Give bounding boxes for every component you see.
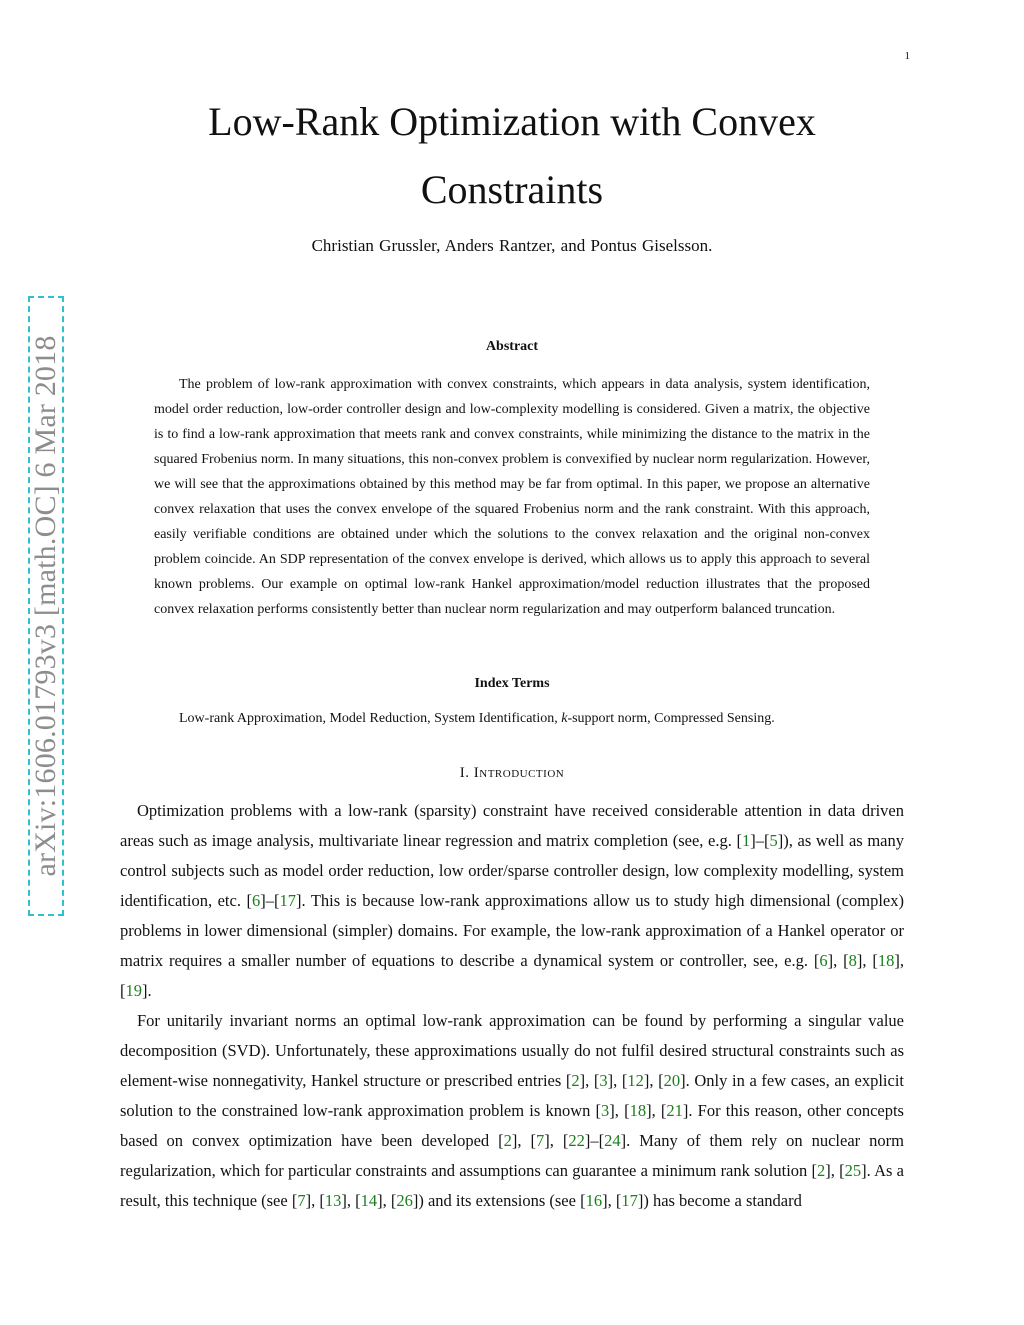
paragraph-text: ]–[ (750, 831, 770, 850)
citation-link[interactable]: 7 (536, 1131, 545, 1150)
paragraph-text: ], [ (646, 1101, 667, 1120)
paragraph-text: ], [ (341, 1191, 361, 1210)
citation-link[interactable]: 24 (604, 1131, 621, 1150)
index-terms-k: k (561, 711, 568, 726)
citation-link[interactable]: 8 (848, 951, 857, 970)
paragraph-text: ]–[ (584, 1131, 605, 1150)
paragraph-text: ]. This is because low-rank approximations allow us to study high dimensional (complex) problems in lower dimensional (simpler) domains. For example, the low-rank approximation of a Hankel operator or matrix requires a smaller number of equations to describe a dynamical system or controller, see, e.g. [ (120, 891, 904, 970)
abstract-heading: Abstract (485, 339, 539, 354)
paragraph-text: ], [ (856, 951, 878, 970)
paragraph-text: ]) and its extensions (see [ (412, 1191, 586, 1210)
paragraph-text: ], [ (643, 1071, 664, 1090)
paragraph-text: ]. For this reason, other concepts based on convex optimization have been developed [ (120, 1101, 904, 1150)
paragraph-text: For unitarily invariant norms an optimal low-rank approximation can be found by performing a singular value decomposition (SVD). Unfortunately, these approximations usually do not fulfil desired structural constraints such as element-wise nonnegativity, Hankel structure or prescribed entries [ (120, 1011, 904, 1090)
paragraph-text: ], [ (607, 1071, 628, 1090)
citation-link[interactable]: 6 (819, 951, 828, 970)
citation-link[interactable]: 3 (601, 1101, 610, 1120)
citation-link[interactable]: 2 (817, 1161, 826, 1180)
paragraph-text: ]–[ (260, 891, 280, 910)
paragraph-text: ]. Only in a few cases, an explicit solution to the constrained low-rank approximation problem is known [ (120, 1071, 905, 1120)
paragraph-text: ], [ (827, 951, 849, 970)
paragraph-text: ], [ (825, 1161, 845, 1180)
citation-link[interactable]: 19 (125, 981, 142, 1000)
section-numeral: I. (459, 765, 470, 781)
citation-link[interactable]: 20 (663, 1071, 681, 1090)
introduction-body (120, 796, 904, 1216)
citation-link[interactable]: 21 (666, 1101, 683, 1120)
introduction-paragraph-1 (120, 796, 904, 1006)
paragraph-text: Optimization problems with a low-rank (sparsity) constraint have received considerable attention in data driven areas such as image analysis, multivariate linear regression and matrix completion (see, e.g. [ (120, 801, 904, 850)
arxiv-stamp (28, 296, 64, 916)
citation-link[interactable]: 1 (742, 831, 751, 850)
paragraph-text: ]. Many of them rely on nuclear norm regularization, which for particular constraints and assumptions can guarantee a minimum rank solution [ (120, 1131, 904, 1180)
citation-link[interactable]: 5 (769, 831, 778, 850)
paragraph-text: ], [ (609, 1101, 630, 1120)
paragraph-text: ]) has become a standard (637, 1191, 802, 1210)
introduction-paragraph-2 (120, 1006, 904, 1216)
paragraph-text: ], [ (377, 1191, 397, 1210)
paragraph-text: ], [ (305, 1191, 325, 1210)
section-heading-introduction (120, 765, 904, 782)
section-first-letter: I (473, 765, 480, 781)
citation-link[interactable]: 18 (877, 951, 895, 970)
section-title-rest: ntroduction (479, 765, 565, 781)
index-terms-heading: Index Terms (474, 676, 550, 691)
arxiv-identifier: arXiv:1606.01793v3 [math.OC] 6 Mar 2018 (29, 335, 62, 877)
author-list: Christian Grussler, Anders Rantzer, and Pontus Giselsson. (311, 236, 713, 255)
index-terms-part: Low-rank Approximation, Model Reduction, System Identification, (179, 711, 562, 726)
citation-link[interactable]: 25 (844, 1161, 862, 1180)
citation-link[interactable]: 2 (503, 1131, 512, 1150)
citation-link[interactable]: 18 (629, 1101, 647, 1120)
citation-link[interactable]: 13 (324, 1191, 342, 1210)
page-number: 1 (904, 50, 910, 62)
abstract-body: The problem of low-rank approximation with convex constraints, which appears in data analysis, system identification, model order reduction, low-order controller design and low-complexity modelling is considered. Given a matrix, the objective is to find a low-rank approximation that meets rank and convex constraints, while minimizing the distance to the matrix in the squared Frobenius norm. In many situations, this non-convex problem is convexified by nuclear norm regularization. However, we will see that the approximations obtained by this method may be far from optimal. In this paper, we propose an alternative convex relaxation that uses the convex envelope of the squared Frobenius norm and the rank constraint. With this approach, easily verifiable conditions are obtained under which the solutions to the convex relaxation and the original non-convex problem coincide. An SDP representation of the convex envelope is derived, which allows us to apply this approach to several known problems. Our example on optimal low-rank Hankel approximation/model reduction illustrates that the proposed convex relaxation performs consistently better than nuclear norm regularization and may outperform balanced truncation. (154, 377, 870, 617)
citation-link[interactable]: 3 (599, 1071, 608, 1090)
paragraph-text: ]. As a result, this technique (see [ (120, 1161, 904, 1210)
citation-link[interactable]: 2 (571, 1071, 580, 1090)
citation-link[interactable]: 7 (297, 1191, 306, 1210)
citation-link[interactable]: 6 (251, 891, 261, 910)
paragraph-text: ], [ (511, 1131, 537, 1150)
index-terms-body (179, 711, 879, 727)
citation-link[interactable]: 17 (621, 1191, 638, 1210)
paragraph-text: ], [ (579, 1071, 600, 1090)
paper-title: Low-Rank Optimization with Convex Constraints (208, 99, 816, 212)
citation-link[interactable]: 12 (627, 1071, 644, 1090)
citation-link[interactable]: 26 (396, 1191, 413, 1210)
paragraph-text: ], [ (544, 1131, 569, 1150)
citation-link[interactable]: 17 (279, 891, 296, 910)
paragraph-text: ]), as well as many control subjects such as model order reduction, low order/sparse controller design, low complexity modelling, system identification, etc. [ (120, 831, 905, 910)
paragraph-text: ]. (142, 981, 152, 1000)
citation-link[interactable]: 16 (585, 1191, 603, 1210)
citation-link[interactable]: 14 (360, 1191, 378, 1210)
paragraph-text: ], [ (120, 951, 904, 1000)
paragraph-text: ], [ (602, 1191, 622, 1210)
citation-link[interactable]: 22 (568, 1131, 585, 1150)
index-terms-part: -support norm, Compressed Sensing. (567, 711, 775, 726)
